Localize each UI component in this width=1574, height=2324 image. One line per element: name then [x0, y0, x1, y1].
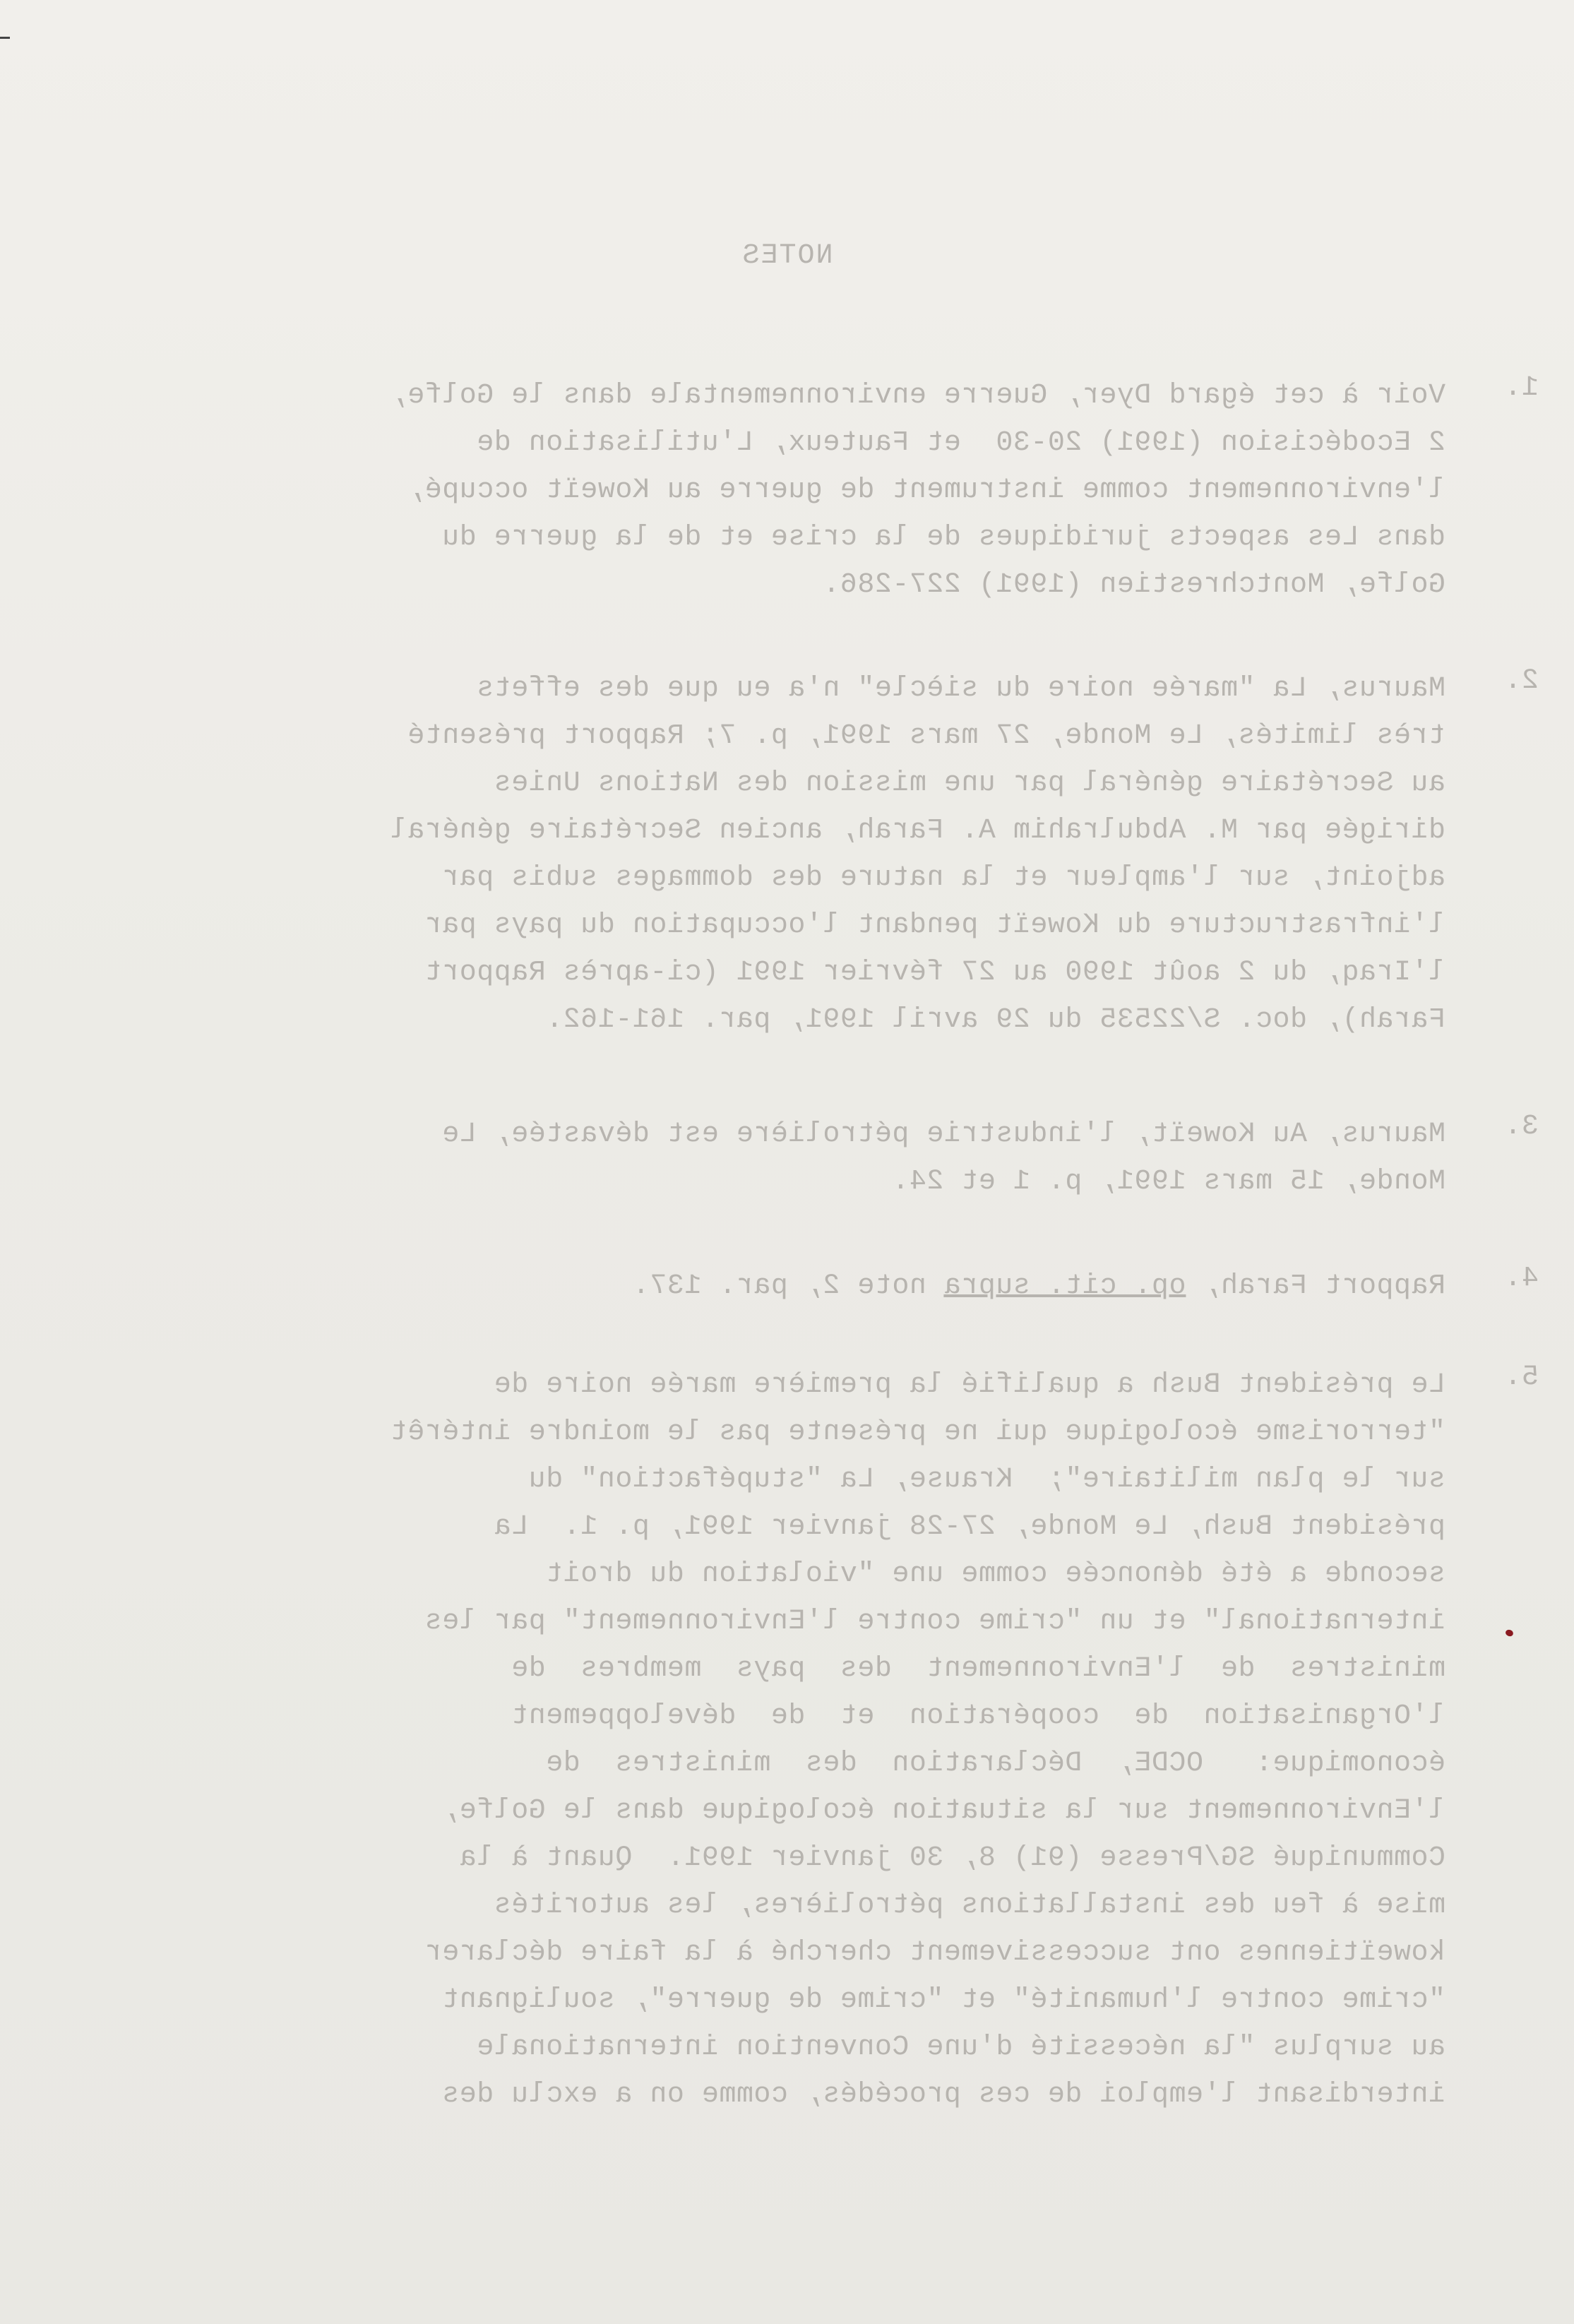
footnote-line: l'Organisation de coopération et de développement — [511, 1700, 1445, 1732]
footnote-number: 1. — [1503, 372, 1539, 404]
footnote-line: adjoint, sur l'ampleur et la nature des dommages subis par — [441, 862, 1445, 894]
footnote-line: l'environnement comme instrument de guerre au Koweït occupé, — [407, 475, 1445, 506]
footnote-line: "crime contre l'humanité" et "crime de guerre", soulignant — [441, 1984, 1445, 2016]
footnote-text: Rapport Farah, — [1186, 1270, 1445, 1302]
footnote-number: 5. — [1503, 1361, 1539, 1393]
footnote — [273, 1361, 1539, 2119]
footnote-line: Golfe, Montchrestien (1991) 227-286. — [822, 569, 1445, 601]
footnote-line — [273, 1263, 1445, 1310]
footnote-line: "terrorisme écologique qui ne présente pas le moindre intérêt — [390, 1417, 1445, 1448]
footnote-line: ministres de l'Environnement des pays membres de — [511, 1653, 1445, 1685]
footnote-line: au Secrétaire général par une mission des Nations Unies — [494, 768, 1445, 799]
footnote-number: 4. — [1503, 1263, 1539, 1294]
footnote-line: mise à feu des installations pétrolières, les autorités — [494, 1890, 1445, 1921]
footnote-line: dans Les aspects juridiques de la crise et de la guerre du — [441, 522, 1445, 554]
citation-underlined: op. cit. supra — [943, 1270, 1186, 1302]
footnote — [273, 1263, 1539, 1310]
footnote-line: Communiqué SG/Presse (91) 8, 30 janvier 1991. Quant à la — [459, 1842, 1445, 1874]
footnote — [273, 1111, 1539, 1205]
footnote-line: koweïtiennes ont successivement cherché à la faire déclarer — [424, 1937, 1445, 1969]
footnote-number: 3. — [1503, 1111, 1539, 1143]
footnote-line: Voir à cet égard Dyer, Guerre environnementale dans le Golfe, — [390, 380, 1445, 412]
footnote-line: Le président Bush a qualifié la première marée noire de — [494, 1369, 1445, 1401]
footnote-line: président Bush, Le Monde, 27-28 janvier 1991, p. 1. La — [494, 1511, 1445, 1543]
notes-heading: NOTES — [741, 240, 833, 272]
footnote-line: très limités, Le Monde, 27 mars 1991, p. 7; Rapport présenté — [407, 720, 1445, 752]
footnote-line: économique: OCDE, Déclaration des ministres de — [545, 1748, 1445, 1780]
footnote-number: 2. — [1503, 665, 1539, 697]
footnote-line: l'Environnement sur la situation écologique dans le Golfe, — [441, 1795, 1445, 1827]
footnote-line: international" et un "crime contre l'Environnement" par les — [424, 1606, 1445, 1638]
footnote-line: dirigée par M. Abdulrahim A. Farah, ancien Secrétaire général — [390, 815, 1445, 847]
footnote-line: seconde a été dénoncée comme une "violation du droit — [545, 1559, 1445, 1590]
footnote-line: interdisant l'emploi de ces procédés, comme on a exclu des — [441, 2079, 1445, 2111]
footnote — [273, 372, 1539, 609]
footnote-line: sur le plan militaire"; Krause, La "stupéfaction" du — [528, 1464, 1445, 1496]
footnote-line: 2 Ecodécision (1991) 20-30 et Fauteux, L'utilisation de — [476, 427, 1445, 459]
footnote-line: l'Iraq, du 2 août 1990 au 27 février 1991 (ci-après Rapport — [424, 957, 1445, 989]
footnote-text: note 2, par. 137. — [632, 1270, 944, 1302]
footnote-line: au surplus "la nécessité d'une Convention internationale — [476, 2032, 1445, 2063]
footnote-line: Farah), doc. S/22535 du 29 avril 1991, par. 161-162. — [545, 1004, 1445, 1036]
footnote — [273, 665, 1539, 1044]
footnote-line: Maurus, La "marée noire du siècle" n'a eu que des effets — [476, 673, 1445, 705]
footnote-line: Maurus, Au Koweït, l'industrie pétrolière est dévastée, Le — [441, 1119, 1445, 1150]
footnote-line: l'infrastructure du Koweït pendant l'occupation du pays par — [424, 910, 1445, 941]
footnote-line: Monde, 15 mars 1991, p. 1 et 24. — [891, 1166, 1445, 1198]
